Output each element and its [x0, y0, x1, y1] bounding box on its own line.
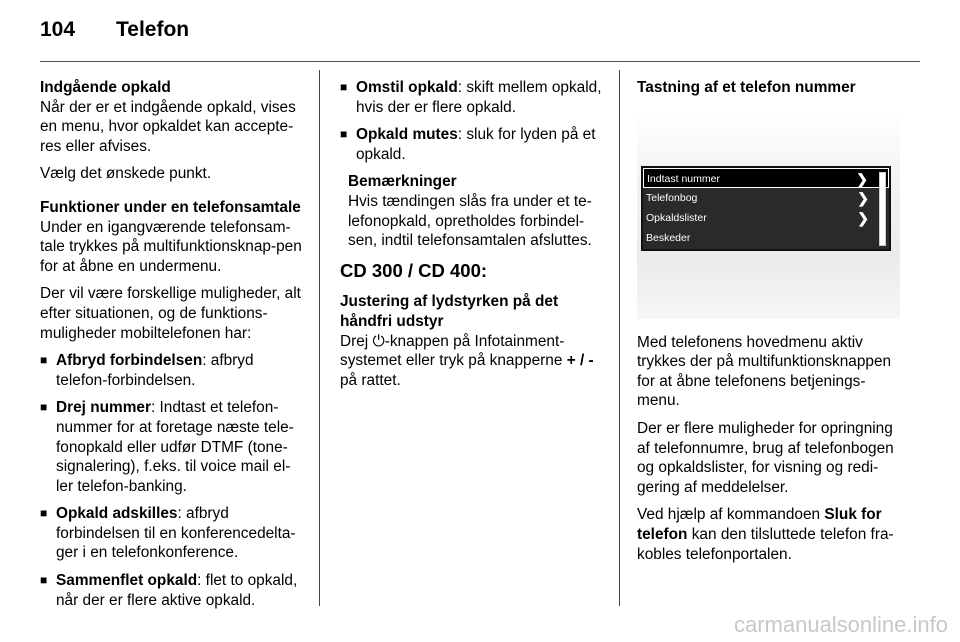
call-functions-list-cont [340, 78, 602, 164]
volume-text-a: Drej [340, 332, 373, 350]
bullet-desc: : afbryd forbindelsen til en konferencedelta-ger i en telefonkonference. [56, 505, 296, 562]
disconnect-text [637, 505, 903, 564]
phone-menu-screenshot [637, 114, 900, 319]
chevron-right-icon: ❯ [857, 189, 869, 206]
volume-heading: Justering af lydstyrken på det håndfri udstyr [340, 293, 559, 330]
disconnect-text-a: Ved hjælp af kommandoen [637, 506, 825, 524]
main-menu-text: Med telefonens hovedmenu aktiv trykkes der på multifunktionsknappen for at åbne telefonens betjenings-menu. [637, 333, 892, 410]
column-divider-2 [619, 70, 620, 606]
list-item [340, 78, 602, 117]
options-text: Der er flere muligheder for opringning af telefonnumre, brug af telefonbogen og opkaldslister, for visning og redi-gering af meddelelser. [637, 419, 894, 496]
column-1 [40, 78, 306, 618]
bullet-desc: : skift mellem opkald, hvis der er flere opkald. [356, 79, 602, 116]
bullet-term: Opkald adskilles [56, 505, 178, 523]
menu-item-label: Beskeder [646, 231, 691, 244]
menu-scrollbar[interactable] [879, 172, 886, 246]
menu-item-label: Telefonbog [646, 191, 698, 204]
bullet-desc: : afbryd telefon-forbindelsen. [56, 352, 254, 389]
disconnect-command: Sluk for telefon [637, 506, 882, 543]
chevron-right-icon: ❯ [856, 170, 868, 187]
volume-text-c: på rattet. [340, 371, 401, 389]
incoming-call-text: Når der er et indgående opkald, vises en menu, hvor opkaldet kan accepte-res eller afvises. [40, 98, 296, 155]
dial-number-heading: Tastning af et telefon nummer [637, 79, 856, 96]
menu-item-messages[interactable] [643, 228, 889, 248]
header-rule [40, 61, 920, 62]
menu-item-enter-number[interactable] [643, 168, 889, 188]
incoming-call-text-2: Vælg det ønskede punkt. [40, 165, 212, 183]
bullet-desc: : sluk for lyden på et opkald. [356, 126, 596, 163]
list-item [40, 571, 306, 610]
menu-item-label: Indtast nummer [647, 172, 720, 185]
volume-text [340, 332, 602, 391]
list-item [40, 504, 306, 563]
menu-item-phonebook[interactable] [643, 188, 889, 208]
menu-item-label: Opkaldslister [646, 211, 707, 224]
call-functions-text-2: Der vil være forskellige muligheder, alt efter situationen, og de funktions-muligheder mobiltelefonen har: [40, 285, 301, 342]
chevron-right-icon: ❯ [857, 209, 869, 226]
phone-menu [641, 166, 891, 251]
bullet-term: Omstil opkald [356, 79, 458, 96]
bullet-desc: : Indtast et telefon-nummer for at foretage næste tele-fonopkald eller udfør DTMF (tone-signalering), f.eks. til voice mail el-ler telefon-banking. [56, 399, 294, 495]
call-functions-heading: Funktioner under en telefonsamtale [40, 198, 301, 216]
bullet-desc: : flet to opkald, når der er flere aktive opkald. [56, 572, 298, 609]
bullet-term: Sammenflet opkald [56, 572, 198, 590]
page-number: 104 [40, 18, 76, 41]
call-functions-text: Under en igangværende telefonsam-tale trykkes på multifunktionsknap-pen for at åbne en undermenu. [40, 218, 302, 275]
list-item [340, 125, 602, 164]
page-title: Telefon [116, 18, 190, 41]
incoming-call-heading: Indgående opkald [40, 79, 171, 96]
watermark: carmanualsonline.info [733, 612, 948, 637]
page-header [40, 18, 189, 48]
bullet-term: Opkald mutes [356, 126, 458, 144]
note-box [340, 172, 602, 250]
list-item [40, 398, 306, 496]
section-heading-cd: CD 300 / CD 400: [340, 259, 488, 281]
column-divider-1 [319, 70, 320, 606]
volume-buttons-label: + / - [566, 352, 594, 370]
column-3 [637, 78, 903, 572]
disconnect-text-b: kan den tilsluttede telefon fra-kobles telefonportalen. [637, 525, 894, 563]
bullet-term: Afbryd forbindelsen [56, 352, 203, 370]
call-functions-list [40, 351, 306, 610]
list-item [40, 351, 306, 390]
note-text: Hvis tændingen slås fra under et te-lefonopkald, opretholdes forbindel-sen, indtil telefonsamtalen afsluttes. [348, 192, 592, 250]
column-2 [340, 78, 602, 398]
note-heading: Bemærkninger [348, 173, 457, 191]
menu-item-call-lists[interactable] [643, 208, 889, 228]
bullet-term: Drej nummer [56, 399, 151, 417]
volume-text-b: -knappen på Infotainment-systemet eller tryk på knapperne [340, 332, 567, 370]
power-knob-icon: ⏻ [372, 332, 385, 350]
